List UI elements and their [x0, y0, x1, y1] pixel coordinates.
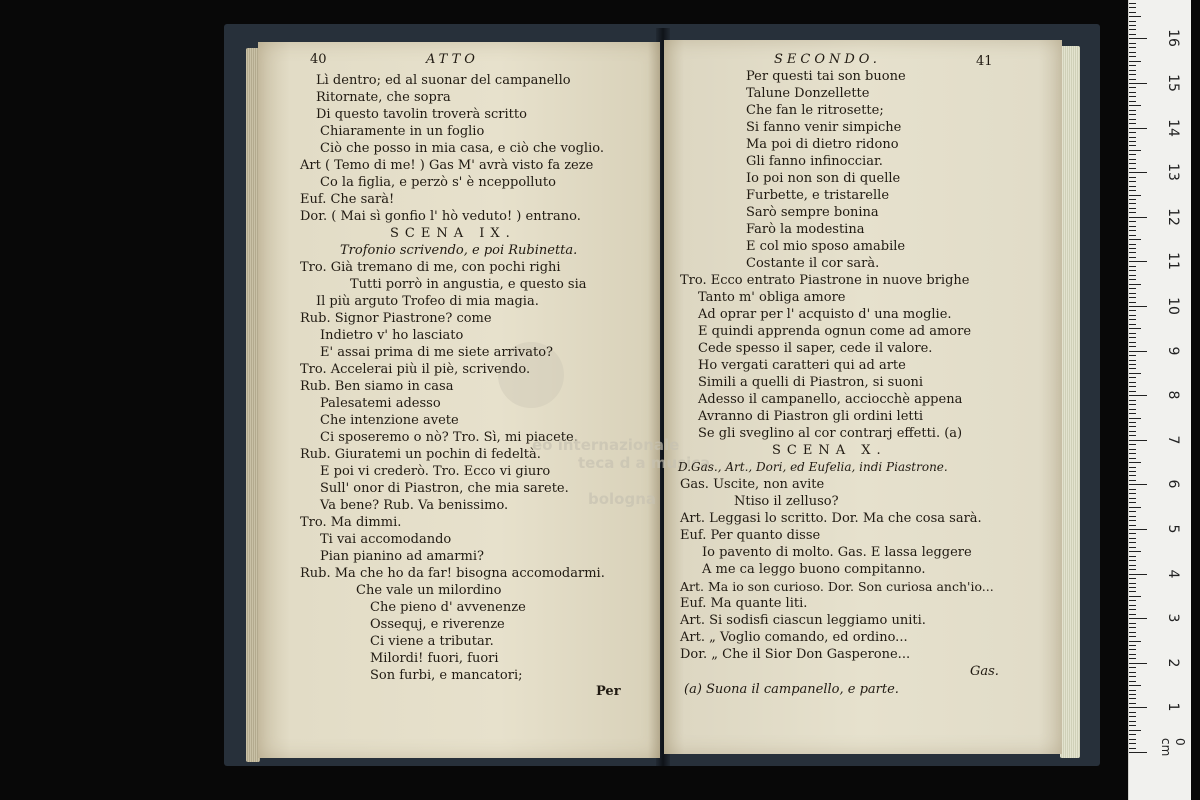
- ruler-tick: [1129, 739, 1136, 740]
- ruler-tick: [1129, 743, 1136, 744]
- ruler-tick: [1129, 734, 1136, 735]
- ruler-tick: [1129, 400, 1136, 401]
- ruler-tick: [1129, 712, 1136, 713]
- ruler-tick: [1129, 752, 1147, 753]
- text-line: Tro. Ma dimmi.: [300, 515, 402, 530]
- ruler-tick: [1129, 484, 1147, 485]
- ruler-unit-label: 0 cm: [1159, 738, 1187, 757]
- ruler-tick: [1129, 333, 1136, 334]
- ruler-tick: [1129, 422, 1136, 423]
- ruler-tick: [1129, 520, 1136, 521]
- ruler-tick: [1129, 310, 1136, 311]
- text-line: Va bene? Rub. Va benissimo.: [320, 498, 509, 513]
- watermark-text: eo internazionale: [532, 436, 680, 454]
- ruler-tick: [1129, 239, 1141, 240]
- left-page-number: 40: [310, 52, 327, 67]
- ruler-tick: [1129, 556, 1136, 557]
- text-line: Se gli sveglino al cor contrarj effetti. (a): [698, 426, 963, 441]
- text-line: Ciò che posso in mia casa, e ciò che voglio.: [320, 141, 604, 156]
- ruler-tick: [1129, 270, 1136, 271]
- text-line: Ti vai accomodando: [320, 532, 452, 547]
- ruler-tick: [1129, 186, 1136, 187]
- right-running-head: SECONDO.: [774, 52, 881, 67]
- ruler-tick: [1129, 163, 1136, 164]
- ruler-tick: [1129, 574, 1147, 575]
- ruler-tick: [1129, 230, 1136, 231]
- ruler-tick: [1129, 685, 1141, 686]
- ruler-tick: [1129, 324, 1136, 325]
- ruler-tick: [1129, 70, 1136, 71]
- ruler-tick: [1129, 29, 1136, 30]
- ruler-number: 1: [1165, 702, 1181, 712]
- text-line: Ossequj, e riverenze: [370, 617, 505, 632]
- text-line: Furbette, e tristarelle: [746, 188, 890, 203]
- ruler-tick: [1129, 275, 1136, 276]
- text-line: Simili a quelli di Piastron, si suoni: [698, 375, 924, 390]
- text-line: Avranno di Piastron gli ordini letti: [698, 409, 923, 424]
- ruler-tick: [1129, 658, 1136, 659]
- right-page-edges: [1060, 46, 1080, 758]
- text-line: Dor. „ Che il Sior Don Gasperone...: [680, 647, 911, 662]
- ruler-tick: [1129, 150, 1141, 151]
- ruler-tick: [1129, 199, 1136, 200]
- ruler-tick: [1129, 105, 1141, 106]
- ruler-tick: [1129, 525, 1136, 526]
- text-line: Art. „ Voglio comando, ed ordino...: [680, 630, 908, 645]
- ruler-tick: [1129, 663, 1147, 664]
- ruler-tick: [1129, 141, 1136, 142]
- ruler-tick: [1129, 382, 1136, 383]
- ruler-number: 7: [1165, 435, 1181, 445]
- text-line: Sull' onor di Piastron, che mia sarete.: [320, 481, 569, 496]
- text-line: Il più arguto Trofeo di mia magia.: [316, 294, 539, 309]
- ruler-tick: [1129, 618, 1147, 619]
- ruler-tick: [1129, 551, 1141, 552]
- ruler-tick: [1129, 605, 1136, 606]
- scene-heading: SCENA X.: [772, 443, 887, 458]
- ruler-tick: [1129, 266, 1136, 267]
- ruler-tick: [1129, 297, 1136, 298]
- ruler-tick: [1129, 368, 1136, 369]
- ruler-tick: [1129, 101, 1136, 102]
- ruler-tick: [1129, 244, 1136, 245]
- ruler-tick: [1129, 110, 1136, 111]
- text-line: Che intenzione avete: [320, 413, 459, 428]
- ruler-tick: [1129, 449, 1136, 450]
- ruler-tick: [1129, 458, 1136, 459]
- ruler-number: 8: [1165, 390, 1181, 400]
- ruler-tick: [1129, 413, 1136, 414]
- ruler-tick: [1129, 355, 1136, 356]
- text-line: Ad oprar per l' acquisto d' una moglie.: [698, 307, 952, 322]
- ruler-tick: [1129, 114, 1136, 115]
- ruler-tick: [1129, 493, 1136, 494]
- ruler-tick: [1129, 34, 1136, 35]
- ruler-tick: [1129, 65, 1136, 66]
- ruler-tick: [1129, 360, 1136, 361]
- ruler-tick: [1129, 560, 1136, 561]
- text-line: Io poi non son di quelle: [746, 171, 901, 186]
- ruler-tick: [1129, 342, 1136, 343]
- ruler-tick: [1129, 730, 1141, 731]
- ruler-tick: [1129, 690, 1136, 691]
- ruler-tick: [1129, 529, 1147, 530]
- ruler-tick: [1129, 587, 1136, 588]
- ruler-tick: [1129, 641, 1141, 642]
- ruler-tick: [1129, 516, 1136, 517]
- text-line: E poi vi crederò. Tro. Ecco vi giuro: [320, 464, 551, 479]
- catchword: Gas.: [970, 664, 999, 679]
- ruler-tick: [1129, 315, 1136, 316]
- ruler-tick: [1129, 507, 1141, 508]
- right-page-number: 41: [976, 54, 993, 69]
- text-line: Rub. Ben siamo in casa: [300, 379, 454, 394]
- text-line: Euf. Ma quante liti.: [680, 596, 808, 611]
- ruler-tick: [1129, 346, 1136, 347]
- ruler-tick: [1129, 707, 1147, 708]
- ruler-number: 10: [1165, 297, 1181, 315]
- ruler-tick: [1129, 203, 1136, 204]
- text-line: Son furbi, e mancatori;: [370, 668, 523, 683]
- ruler-tick: [1129, 288, 1136, 289]
- ruler-tick: [1129, 409, 1136, 410]
- text-line: E quindi apprenda ognun come ad amore: [698, 324, 972, 339]
- ruler-tick: [1129, 377, 1136, 378]
- text-line: Adesso il campanello, acciocchè appena: [698, 392, 963, 407]
- text-line: Indietro v' ho lasciato: [320, 328, 464, 343]
- text-line: Gas. Uscite, non avite: [680, 477, 825, 492]
- ruler-tick: [1129, 154, 1136, 155]
- ruler-tick: [1129, 284, 1141, 285]
- text-line: Tutti porrò in angustia, e questo sia: [350, 277, 587, 292]
- ruler-tick: [1129, 511, 1136, 512]
- ruler-number: 15: [1165, 74, 1181, 92]
- ruler-tick: [1129, 676, 1136, 677]
- ruler-tick: [1129, 569, 1136, 570]
- text-line: Che vale un milordino: [356, 583, 502, 598]
- ruler-tick: [1129, 221, 1136, 222]
- text-line: E' assai prima di me siete arrivato?: [320, 345, 554, 360]
- ruler-tick: [1129, 467, 1136, 468]
- ruler-tick: [1129, 623, 1136, 624]
- text-line: Ma poi di dietro ridono: [746, 137, 899, 152]
- ruler-tick: [1129, 43, 1136, 44]
- text-line: Che fan le ritrosette;: [746, 103, 884, 118]
- ruler-number: 3: [1165, 613, 1181, 623]
- ruler-tick: [1129, 159, 1136, 160]
- text-line: Art. Si sodisfi ciascun leggiamo uniti.: [680, 613, 926, 628]
- ruler-tick: [1129, 721, 1136, 722]
- left-running-head: ATTO: [426, 52, 479, 67]
- ruler-tick: [1129, 453, 1136, 454]
- text-line: Sarò sempre bonina: [746, 205, 879, 220]
- ruler-tick: [1129, 471, 1136, 472]
- ruler-tick: [1129, 649, 1136, 650]
- text-line: Io pavento di molto. Gas. E lassa leggere: [702, 545, 972, 560]
- ruler-tick: [1129, 52, 1136, 53]
- ruler-tick: [1129, 591, 1136, 592]
- ruler-tick: [1129, 38, 1147, 39]
- ruler-tick: [1129, 373, 1141, 374]
- ruler-tick: [1129, 600, 1136, 601]
- left-page: [258, 42, 660, 758]
- text-line: Lì dentro; ed al suonar del campanello: [316, 73, 571, 88]
- ruler-tick: [1129, 25, 1136, 26]
- ruler-tick: [1129, 462, 1141, 463]
- ruler-tick: [1129, 698, 1136, 699]
- text-line: Dor. ( Mai sì gonfio l' hò veduto! ) entrano.: [300, 209, 581, 224]
- watermark-text: bologna: [588, 490, 657, 508]
- footnote: (a) Suona il campanello, e parte.: [684, 682, 899, 697]
- text-line: Che pieno d' avvenenze: [370, 600, 526, 615]
- ruler-tick: [1129, 716, 1136, 717]
- ruler-tick: [1129, 444, 1136, 445]
- ruler-tick: [1129, 565, 1136, 566]
- ruler-number: 4: [1165, 569, 1181, 579]
- ruler-tick: [1129, 279, 1136, 280]
- ruler-tick: [1129, 645, 1136, 646]
- ruler-tick: [1129, 386, 1136, 387]
- ruler-tick: [1129, 667, 1136, 668]
- ruler-tick: [1129, 395, 1147, 396]
- ruler-tick: [1129, 145, 1136, 146]
- ruler-tick: [1129, 128, 1147, 129]
- text-line: Ci sposeremo o nò? Tro. Sì, mi piacete.: [320, 430, 578, 445]
- text-line: Ho vergati caratteri qui ad arte: [698, 358, 906, 373]
- watermark-text: teca d a musica: [578, 454, 711, 472]
- text-line: Palesatemi adesso: [320, 396, 441, 411]
- text-line: Cede spesso il saper, cede il valore.: [698, 341, 933, 356]
- ruler-tick: [1129, 319, 1136, 320]
- text-line: Gli fanno infinocciar.: [746, 154, 883, 169]
- ruler-tick: [1129, 583, 1136, 584]
- text-line: Euf. Che sarà!: [300, 192, 395, 207]
- ruler-tick: [1129, 302, 1136, 303]
- ruler-tick: [1129, 172, 1147, 173]
- ruler-tick: [1129, 79, 1136, 80]
- ruler-tick: [1129, 351, 1147, 352]
- ruler-tick: [1129, 190, 1136, 191]
- ruler-tick: [1129, 632, 1136, 633]
- ruler-tick: [1129, 7, 1136, 8]
- ruler-tick: [1129, 748, 1136, 749]
- text-line: Co la figlia, e perzò s' è nceppolluto: [320, 175, 556, 190]
- ruler-tick: [1129, 83, 1147, 84]
- text-line: Rub. Signor Piastrone? come: [300, 311, 492, 326]
- ruler-number: 12: [1165, 207, 1181, 226]
- ruler-tick: [1129, 132, 1136, 133]
- text-line: Art ( Temo di me! ) Gas M' avrà visto fa zeze: [300, 158, 594, 173]
- ruler-tick: [1129, 502, 1136, 503]
- text-line: Art. Ma io son curioso. Dor. Son curiosa anch'io...: [680, 579, 994, 594]
- text-line: Ntiso il zelluso?: [734, 494, 839, 509]
- text-line: A me ca leggo buono compitanno.: [702, 562, 926, 577]
- ruler-tick: [1129, 74, 1136, 75]
- measurement-ruler: [1128, 0, 1191, 800]
- text-line: Art. Leggasi lo scritto. Dor. Ma che cosa sarà.: [680, 511, 982, 526]
- ruler-tick: [1129, 137, 1136, 138]
- right-page: [532, 40, 1062, 754]
- ruler-tick: [1129, 391, 1136, 392]
- ruler-tick: [1129, 3, 1136, 4]
- ruler-number: 5: [1165, 524, 1181, 534]
- text-line: Rub. Giuratemi un pochin di fedeltà.: [300, 447, 541, 462]
- ruler-tick: [1129, 654, 1136, 655]
- ruler-tick: [1129, 168, 1136, 169]
- ruler-tick: [1129, 498, 1136, 499]
- ruler-tick: [1129, 47, 1136, 48]
- ruler-tick: [1129, 703, 1136, 704]
- ruler-tick: [1129, 627, 1136, 628]
- ruler-tick: [1129, 16, 1141, 17]
- ruler-tick: [1129, 614, 1136, 615]
- ruler-tick: [1129, 208, 1136, 209]
- ruler-tick: [1129, 119, 1136, 120]
- text-line: Tanto m' obliga amore: [698, 290, 846, 305]
- text-line: Tro. Già tremano di me, con pochi righi: [300, 260, 561, 275]
- ruler-number: 11: [1165, 252, 1181, 271]
- ruler-tick: [1129, 96, 1136, 97]
- stage-direction: Trofonio scrivendo, e poi Rubinetta.: [340, 243, 578, 258]
- ruler-tick: [1129, 21, 1136, 22]
- text-line: Si fanno venir simpiche: [746, 120, 902, 135]
- ruler-tick: [1129, 306, 1147, 307]
- ruler-number: 9: [1165, 346, 1181, 356]
- ruler-tick: [1129, 636, 1136, 637]
- ruler-tick: [1129, 435, 1136, 436]
- ruler-tick: [1129, 533, 1136, 534]
- text-line: E col mio sposo amabile: [746, 239, 906, 254]
- ruler-number: 16: [1165, 29, 1181, 48]
- ruler-number: 13: [1165, 163, 1181, 182]
- ruler-tick: [1129, 418, 1141, 419]
- ruler-number: 14: [1165, 118, 1181, 137]
- ruler-tick: [1129, 431, 1136, 432]
- ruler-tick: [1129, 212, 1136, 213]
- ruler-tick: [1129, 542, 1136, 543]
- text-line: Pian pianino ad amarmi?: [320, 549, 484, 564]
- ruler-tick: [1129, 681, 1136, 682]
- ruler-tick: [1129, 248, 1136, 249]
- text-line: Costante il cor sarà.: [746, 256, 880, 271]
- ruler-tick: [1129, 261, 1147, 262]
- ruler-tick: [1129, 337, 1136, 338]
- ruler-tick: [1129, 426, 1136, 427]
- ruler-tick: [1129, 181, 1136, 182]
- ruler-number: 2: [1165, 658, 1181, 668]
- text-line: Farò la modestina: [746, 222, 865, 237]
- text-line: Ritornate, che sopra: [316, 90, 451, 105]
- ruler-tick: [1129, 61, 1141, 62]
- ruler-tick: [1129, 56, 1136, 57]
- ruler-tick: [1129, 177, 1136, 178]
- ruler-tick: [1129, 547, 1136, 548]
- text-line: Tro. Accelerai più il piè, scrivendo.: [300, 362, 531, 377]
- text-line: Per questi tai son buone: [746, 69, 906, 84]
- ruler-tick: [1129, 293, 1136, 294]
- scene-heading: SCENA IX.: [390, 226, 516, 241]
- text-line: Chiaramente in un foglio: [320, 124, 485, 139]
- ruler-tick: [1129, 235, 1136, 236]
- text-line: Milordi! fuori, fuori: [370, 651, 499, 666]
- stage-direction: D.Gas., Art., Dori, ed Eufelia, indi Piastrone.: [678, 460, 948, 474]
- ruler-tick: [1129, 672, 1136, 673]
- ruler-tick: [1129, 87, 1136, 88]
- ruler-tick: [1129, 489, 1136, 490]
- ruler-tick: [1129, 480, 1136, 481]
- ruler-tick: [1129, 12, 1136, 13]
- ruler-tick: [1129, 538, 1136, 539]
- text-line: Di questo tavolin troverà scritto: [316, 107, 527, 122]
- ruler-tick: [1129, 92, 1136, 93]
- ruler-tick: [1129, 252, 1136, 253]
- ruler-tick: [1129, 364, 1136, 365]
- ruler-tick: [1129, 596, 1141, 597]
- ruler-tick: [1129, 257, 1136, 258]
- text-line: Talune Donzellette: [746, 86, 870, 101]
- ruler-tick: [1129, 328, 1141, 329]
- text-line: Euf. Per quanto disse: [680, 528, 821, 543]
- ruler-tick: [1129, 475, 1136, 476]
- text-line: Tro. Ecco entrato Piastrone in nuove brighe: [680, 273, 970, 288]
- ruler-number: 6: [1165, 479, 1181, 489]
- ruler-tick: [1129, 440, 1147, 441]
- catchword: Per: [596, 684, 621, 699]
- ruler-tick: [1129, 694, 1136, 695]
- ruler-tick: [1129, 217, 1147, 218]
- ruler-tick: [1129, 195, 1141, 196]
- ruler-tick: [1129, 226, 1136, 227]
- ruler-tick: [1129, 609, 1136, 610]
- text-line: Rub. Ma che ho da far! bisogna accomodarmi.: [300, 566, 605, 581]
- ruler-tick: [1129, 404, 1136, 405]
- text-line: Ci viene a tributar.: [370, 634, 494, 649]
- ruler-tick: [1129, 725, 1136, 726]
- ruler-tick: [1129, 123, 1136, 124]
- ruler-tick: [1129, 578, 1136, 579]
